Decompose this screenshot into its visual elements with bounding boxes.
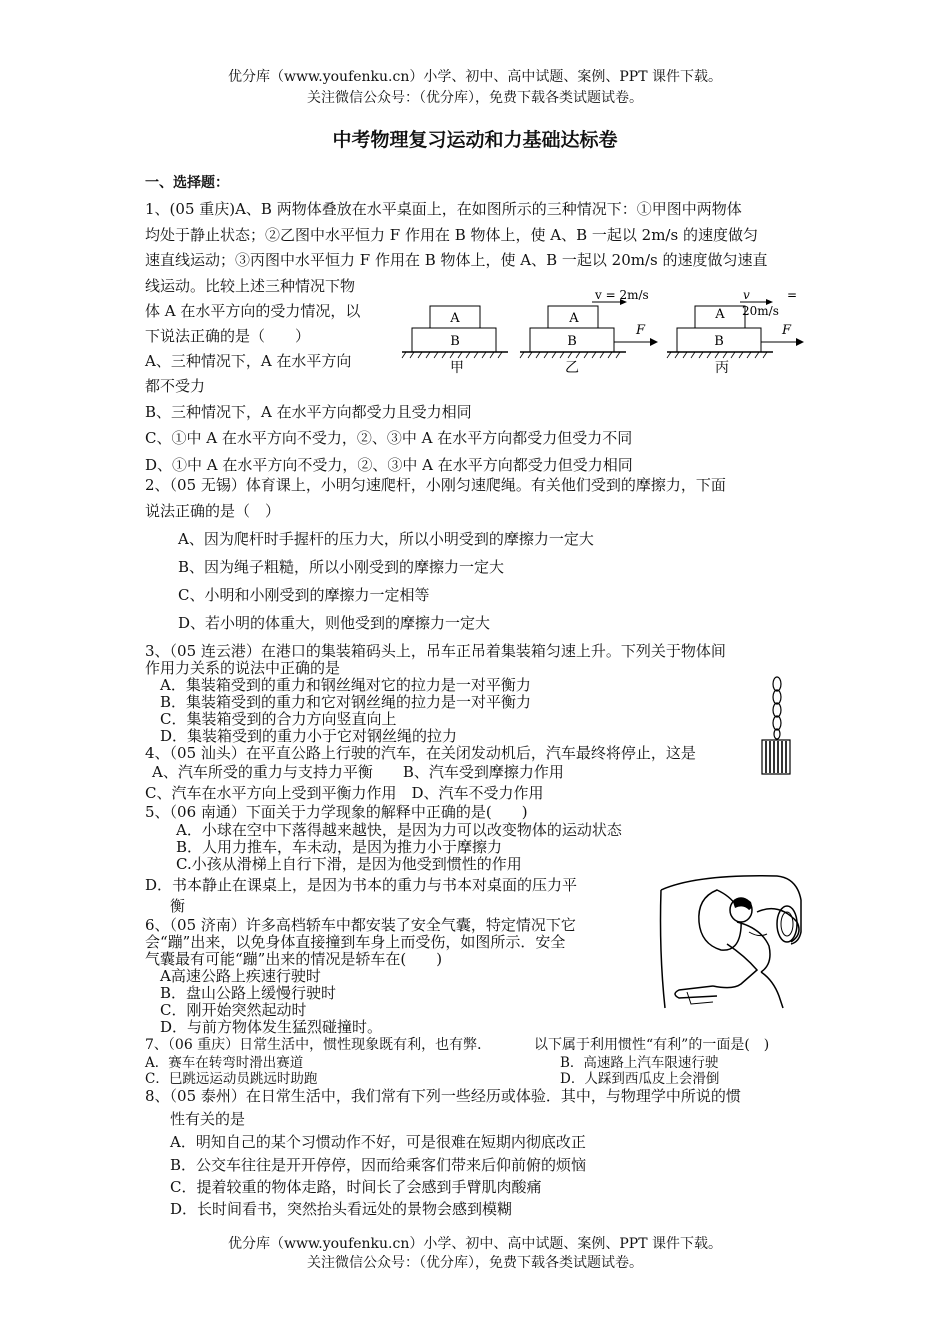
bing-velocity-value: 20m/s	[742, 304, 779, 318]
q1-option-d: D、①中 A 在水平方向不受力，②、③中 A 在水平方向都受力但受力相同	[145, 456, 633, 474]
q5-option-d-line1: D．书本静止在课桌上，是因为书本的重力与书本对桌面的压力平	[145, 876, 578, 894]
header-line-2: 关注微信公众号：（优分库），免费下载各类试题试卷。	[307, 90, 643, 106]
caption-yi: 乙	[565, 360, 579, 376]
yi-velocity-label: v = 2m/s	[595, 288, 649, 302]
q2-option-c: C、小明和小刚受到的摩擦力一定相等	[178, 586, 430, 604]
page-title: 中考物理复习运动和力基础达标卷	[332, 129, 618, 151]
q1-option-b: B、三种情况下，A 在水平方向都受力且受力相同	[145, 403, 472, 421]
q2-option-a: A、因为爬杆时手握杆的压力大，所以小明受到的摩擦力一定大	[178, 530, 594, 548]
jia-block-b-label: B	[450, 334, 460, 349]
q7-option-a: A．赛车在转弯时滑出赛道	[145, 1055, 304, 1071]
q4-stem: 4、（05 汕头）在平直公路上行驶的汽车，在关闭发动机后，汽车最终将停止，这是	[145, 744, 696, 762]
q2-stem-line1: 2、（05 无锡）体育课上，小明匀速爬杆，小刚匀速爬绳。有关他们受到的摩擦力，下面	[145, 476, 726, 494]
q1-stem-line6: 下说法正确的是（ ）	[145, 327, 311, 345]
q8-stem-line2: 性有关的是	[170, 1110, 246, 1128]
q2-option-d: D、若小明的体重大，则他受到的摩擦力一定大	[178, 614, 491, 632]
bing-force-label: F	[782, 323, 792, 338]
q2-option-b: B、因为绳子粗糙，所以小刚受到的摩擦力一定大	[178, 558, 505, 576]
airbag-figure	[657, 872, 805, 1012]
q2-stem-line2: 说法正确的是（ ）	[145, 502, 281, 520]
yi-force-arrow	[650, 338, 658, 346]
q6-option-d: D．与前方物体发生猛烈碰撞时。	[160, 1018, 383, 1036]
bing-block-b-label: B	[714, 334, 724, 349]
q7-option-c: C．巳跳远运动员跳远时助跑	[145, 1071, 318, 1087]
q7-stem-part1: 7、（06 重庆）日常生活中，惯性现象既有利，也有弊．	[145, 1037, 492, 1053]
q8-option-c: C．提着较重的物体走路，时间长了会感到手臂肌肉酸痛	[170, 1178, 542, 1196]
q5-option-c: C.小孩从滑梯上自行下滑，是因为他受到惯性的作用	[176, 855, 522, 873]
bing-force-arrow	[796, 338, 804, 346]
caption-jia: 甲	[450, 360, 464, 376]
q8-option-a: A．明知自己的某个习惯动作不好，可是很难在短期内彻底改正	[170, 1133, 586, 1151]
q1-stem-line4: 线运动。比较上述三种情况下物	[145, 277, 356, 295]
figure-yi	[520, 288, 658, 376]
q3-stem-line1: 3、（05 连云港）在港口的集装箱码头上，吊车正吊着集装箱匀速上升。下列关于物体间	[145, 642, 726, 660]
q1-stem-line1: 1、(05 重庆)A、B 两物体叠放在水平桌面上，在如图所示的三种情况下：①甲图中两物体	[145, 200, 742, 218]
section-heading: 一、选择题：	[145, 175, 229, 191]
yi-force-label: F	[636, 323, 646, 338]
container-hook-figure	[760, 676, 792, 776]
q5-option-a: A．小球在空中下落得越来越快，是因为力可以改变物体的运动状态	[176, 821, 622, 839]
bing-velocity-symbol: v	[743, 288, 750, 302]
q8-option-b: B．公交车往往是开开停停，因而给乘客们带来后仰前俯的烦恼	[170, 1156, 587, 1174]
q3-option-d: D．集装箱受到的重力小于它对钢丝绳的拉力	[160, 727, 458, 745]
q1-stem-line2: 均处于静止状态；②乙图中水平恒力 F 作用在 B 物体上，使 A、B 一起以 2m/s 的速度做匀	[145, 226, 758, 244]
q3-option-a: A．集装箱受到的重力和钢丝绳对它的拉力是一对平衡力	[160, 676, 531, 694]
q6-option-b: B．盘山公路上缓慢行驶时	[160, 984, 337, 1002]
q7-option-d: D．人踩到西瓜皮上会滑倒	[560, 1071, 720, 1087]
figure-jia	[402, 306, 508, 376]
q7-stem-part2: 以下属于利用惯性“有利”的一面是( )	[534, 1037, 770, 1053]
jia-block-a-label: A	[450, 311, 460, 326]
q1-option-a-line1: A、三种情况下，A 在水平方向	[145, 352, 352, 370]
q5-option-d-line2: 衡	[170, 897, 186, 915]
q5-option-b: B．人用力推车，车未动，是因为推力小于摩擦力	[176, 838, 503, 856]
header-line-1: 优分库（www.youfenku.cn）小学、初中、高中试题、案例、PPT 课件下载。	[227, 69, 722, 85]
q6-option-a: A高速公路上疾速行驶时	[160, 967, 321, 985]
q6-stem-line1: 6、（05 济南）许多高档轿车中都安装了安全气囊，特定情况下它	[145, 916, 576, 934]
q6-option-c: C．刚开始突然起动时	[160, 1001, 307, 1019]
yi-block-b-label: B	[567, 334, 577, 349]
caption-bing: 丙	[715, 360, 729, 376]
q3-stem-line2: 作用力关系的说法中正确的是	[145, 659, 341, 677]
q1-stem-line5: 体 A 在水平方向的受力情况，以	[145, 302, 361, 320]
yi-block-a-label: A	[569, 311, 579, 326]
footer-line-1: 优分库（www.youfenku.cn）小学、初中、高中试题、案例、PPT 课件下载。	[227, 1236, 722, 1252]
q1-option-a-line2: 都不受力	[145, 377, 206, 395]
q1-stem-line3: 速直线运动；③丙图中水平恒力 F 作用在 B 物体上，使 A、B 一起以 20m/s 的速度做匀速直	[145, 251, 768, 269]
bing-block-a-label: A	[715, 307, 725, 322]
q7-option-b: B．高速路上汽车限速行驶	[560, 1055, 719, 1071]
q6-stem-line2: 会“蹦”出来，以免身体直接撞到车身上而受伤，如图所示．安全	[145, 933, 566, 951]
figure-bing	[667, 288, 804, 376]
q1-blocks-figure	[400, 284, 810, 376]
q4-options-ab: A、汽车所受的重力与支持力平衡 B、汽车受到摩擦力作用	[152, 763, 564, 781]
q3-option-c: C．集装箱受到的合力方向竖直向上	[160, 710, 397, 728]
q4-options-cd: C、汽车在水平方向上受到平衡力作用 D、汽车不受力作用	[145, 784, 544, 802]
q6-stem-line3: 气囊最有可能“蹦”出来的情况是轿车在( )	[145, 950, 443, 968]
q8-option-d: D．长时间看书，突然抬头看远处的景物会感到模糊	[170, 1200, 513, 1218]
bing-velocity-eq: =	[787, 288, 798, 302]
q8-stem-line1: 8、（05 泰州）在日常生活中，我们常有下列一些经历或体验．其中，与物理学中所说的惯	[145, 1087, 741, 1105]
footer-line-2: 关注微信公众号：（优分库），免费下载各类试题试卷。	[307, 1255, 643, 1271]
q5-stem: 5、（06 南通）下面关于力学现象的解释中正确的是( )	[145, 803, 528, 821]
q3-option-b: B．集装箱受到的重力和它对钢丝绳的拉力是一对平衡力	[160, 693, 532, 711]
q1-option-c: C、①中 A 在水平方向不受力，②、③中 A 在水平方向都受力但受力不同	[145, 429, 633, 447]
